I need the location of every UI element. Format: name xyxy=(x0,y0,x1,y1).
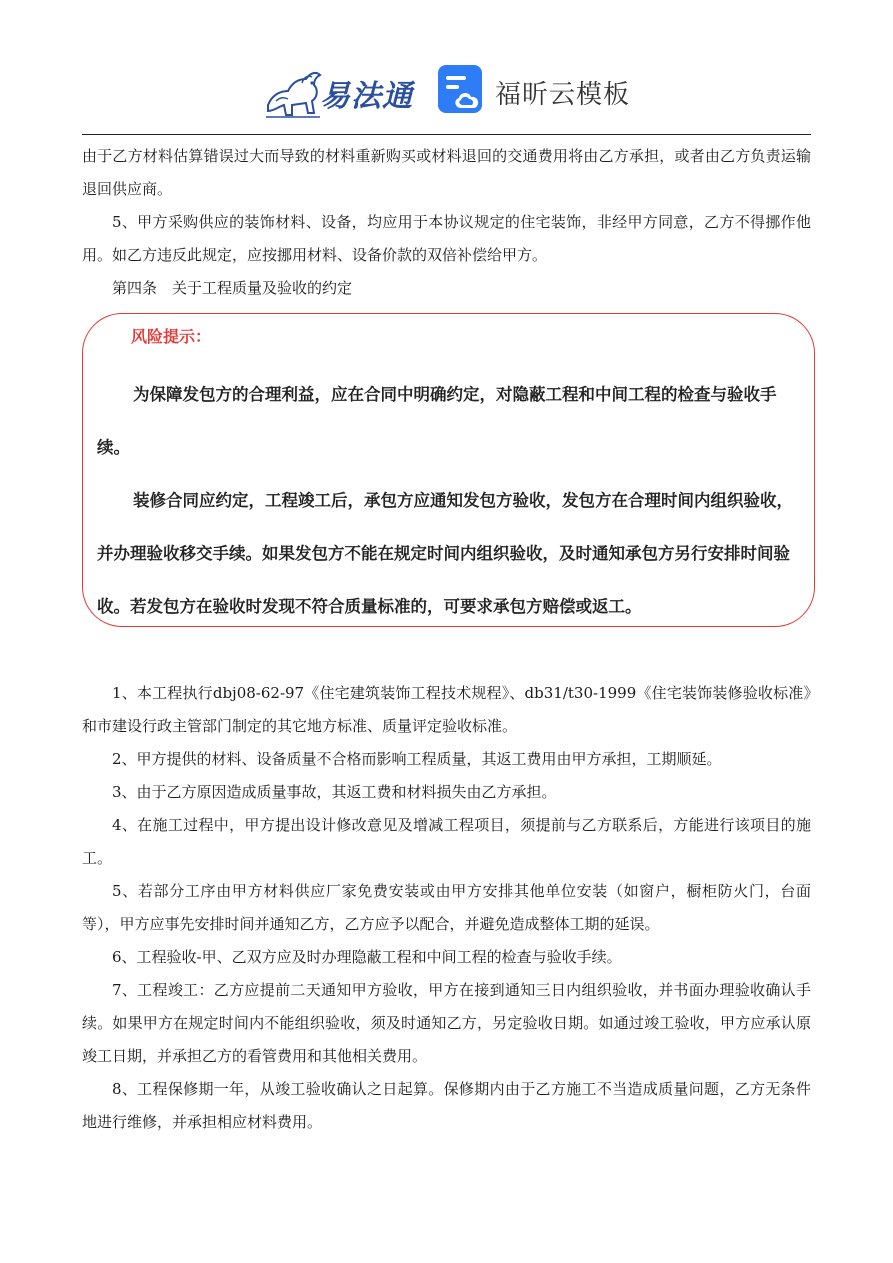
clause-item: 1、本工程执行dbj08-62-97《住宅建筑装饰工程技术规程》、db31/t30-1999《住宅装饰装修验收标准》和市建设行政主管部门制定的其它地方标准、质量评定验收标准。 xyxy=(82,684,811,735)
fuxin-logo-text: 福昕云模板 xyxy=(495,80,631,110)
risk-warning-box xyxy=(82,313,815,627)
clause-item: 5、若部分工序由甲方材料供应厂家免费安装或由甲方安排其他单位安装（如窗户，橱柜防火门，台面等），甲方应事先安排时间并通知乙方，乙方应予以配合，并避免造成整体工期的延误。 xyxy=(82,882,811,933)
paragraph-continuation: 由于乙方材料估算错误过大而导致的材料重新购买或材料退回的交通费用将由乙方承担，或者由乙方负责运输退回供应商。 xyxy=(82,147,811,198)
clause-item: 6、工程验收-甲、乙双方应及时办理隐蔽工程和中间工程的检查与验收手续。 xyxy=(112,948,622,966)
page-header xyxy=(0,55,893,125)
fuxin-logo xyxy=(437,64,637,116)
intro-section xyxy=(82,140,811,305)
risk-body xyxy=(97,368,807,633)
risk-paragraph: 为保障发包方的合理利益，应在合同中明确约定，对隐蔽工程和中间工程的检查与验收手续。 xyxy=(97,385,777,457)
yifatong-logo-text: 易法通 xyxy=(320,79,413,114)
header-divider xyxy=(82,134,811,135)
clause-item: 2、甲方提供的材料、设备质量不合格而影响工程质量，其返工费用由甲方承担，工期顺延。 xyxy=(112,750,722,768)
section-heading: 第四条 关于工程质量及验收的约定 xyxy=(112,279,353,297)
clauses-section xyxy=(82,677,811,1139)
clause-item: 3、由于乙方原因造成质量事故，其返工费和材料损失由乙方承担。 xyxy=(112,783,557,801)
clause-item: 8、工程保修期一年，从竣工验收确认之日起算。保修期内由于乙方施工不当造成质量问题，乙方无条件地进行维修，并承担相应材料费用。 xyxy=(82,1080,811,1131)
clause-item: 7、工程竣工：乙方应提前二天通知甲方验收，甲方在接到通知三日内组织验收，并书面办理验收确认手续。如果甲方在规定时间内不能组织验收，须及时通知乙方，另定验收日期。如通过竣工验收，甲方应承认原竣工日期，并承担乙方的看管费用和其他相关费用。 xyxy=(82,981,811,1065)
clause-item: 4、在施工过程中，甲方提出设计修改意见及增减工程项目，须提前与乙方联系后，方能进行该项目的施工。 xyxy=(82,816,811,867)
cloud-document-icon xyxy=(437,64,487,114)
paragraph-item-5: 5、甲方采购供应的装饰材料、设备，均应用于本协议规定的住宅装饰，非经甲方同意，乙方不得挪作他用。如乙方违反此规定，应按挪用材料、设备价款的双倍补偿给甲方。 xyxy=(82,213,811,264)
risk-paragraph: 装修合同应约定，工程竣工后，承包方应通知发包方验收，发包方在合理时间内组织验收，并办理验收移交手续。如果发包方不能在规定时间内组织验收，及时通知承包方另行安排时间验收。若发包方在验收时发现不符合质量标准的，可要求承包方赔偿或返工。 xyxy=(97,491,793,616)
risk-title: 风险提示： xyxy=(131,327,212,346)
qilin-icon xyxy=(262,61,324,119)
yifatong-logo xyxy=(262,61,422,119)
